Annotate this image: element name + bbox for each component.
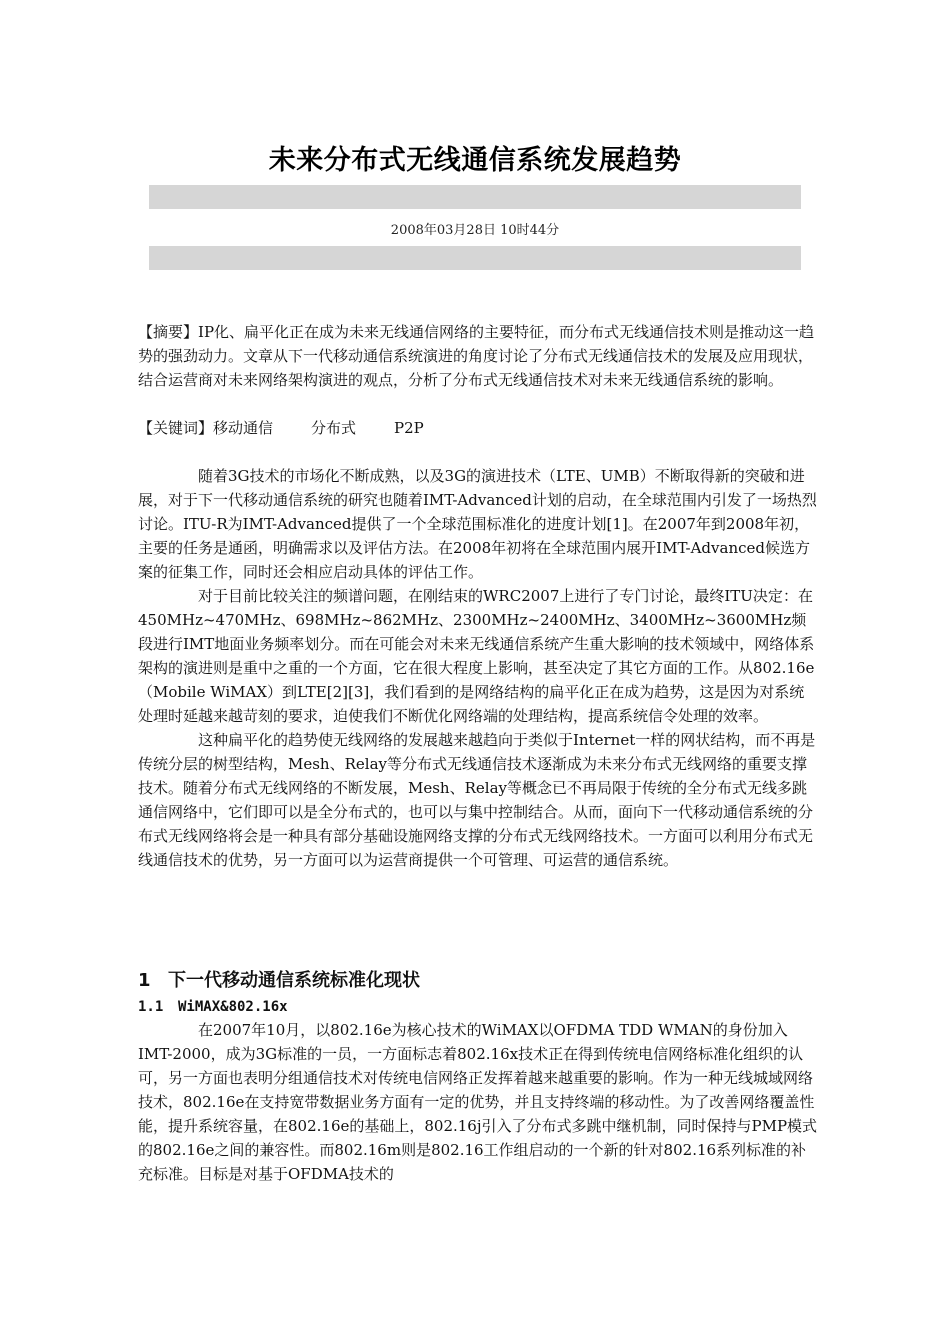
keywords-block (138, 416, 818, 440)
intro-section (138, 464, 818, 872)
keywords-label: 【关键词】 (138, 419, 214, 437)
section-heading (138, 966, 818, 996)
abstract-block (138, 320, 818, 392)
header-divider-bar (149, 185, 801, 209)
body-paragraph: 随着3G技术的市场化不断成熟，以及3G的演进技术（LTE、UMB）不断取得新的突破和进展，对于下一代移动通信系统的研究也随着IMT-Advanced计划的启动，在全球范围内引发了一场热烈讨论。ITU-R为IMT-Advanced提供了一个全球范围标准化的进度计划[1]。在2007年到2008年初，主要的任务是通函，明确需求以及评估方法。在2008年初将在全球范围内展开IMT-Advanced候选方案的征集工作，同时还会相应启动具体的评估工作。 (138, 467, 817, 581)
section-title: 下一代移动通信系统标准化现状 (168, 970, 420, 991)
keyword-item: P2P (394, 419, 424, 437)
footer-divider-bar (149, 246, 801, 270)
subsection-title: WiMAX&802.16x (178, 999, 288, 1015)
subsection-heading (138, 996, 818, 1018)
keyword-item: 分布式 (311, 419, 357, 437)
body-paragraph: 对于目前比较关注的频谱问题，在刚结束的WRC2007上进行了专门讨论，最终ITU决定：在450MHz~470MHz、698MHz~862MHz、2300MHz~2400MHz、3400MHz~3600MHz频段进行IMT地面业务频率划分。而在可能会对未来无线通信系统产生重大影响的技术领域中，网络体系架构的演进则是重中之重的一个方面，它在很大程度上影响，甚至决定了其它方面的工作。从802.16e（Mobile WiMAX）到LTE[2][3]，我们看到的是网络结构的扁平化正在成为趋势，这是因为对系统处理时延越来越苛刻的要求，迫使我们不断优化网络端的处理结构，提高系统信令处理的效率。 (138, 587, 815, 725)
keyword-item: 移动通信 (213, 419, 274, 437)
publish-date: 2008年03月28日 10时44分 (390, 223, 560, 238)
section-number: 1 (138, 970, 151, 991)
abstract-label: 【摘要】 (138, 323, 199, 341)
abstract-text: IP化、扁平化正在成为未来无线通信网络的主要特征，而分布式无线通信技术则是推动这一趋势的强劲动力。文章从下一代移动通信系统演进的角度讨论了分布式无线通信技术的发展及应用现状，结合运营商对未来网络架构演进的观点，分析了分布式无线通信技术对未来无线通信系统的影响。 (138, 323, 815, 389)
subsection-number: 1.1 (138, 999, 164, 1015)
section-1 (138, 966, 818, 1186)
body-paragraph: 这种扁平化的趋势使无线网络的发展越来越趋向于类似于Internet一样的网状结构，而不再是传统分层的树型结构，Mesh、Relay等分布式无线通信技术逐渐成为未来分布式无线网络的重要支撑技术。随着分布式无线网络的不断发展，Mesh、Relay等概念已不再局限于传统的全分布式无线多跳通信网络中，它们即可以是全分布式的，也可以与集中控制结合。从而，面向下一代移动通信系统的分布式无线网络将会是一种具有部分基础设施网络支撑的分布式无线网络技术。一方面可以利用分布式无线通信技术的优势，另一方面可以为运营商提供一个可管理、可运营的通信系统。 (138, 731, 816, 869)
body-paragraph: 在2007年10月，以802.16e为核心技术的WiMAX以OFDMA TDD WMAN的身份加入IMT-2000，成为3G标准的一员，一方面标志着802.16x技术正在得到传统电信网络标准化组织的认可，另一方面也表明分组通信技术对传统电信网络正发挥着越来越重要的影响。作为一种无线城域网络技术，802.16e在支持宽带数据业务方面有一定的优势，并且支持终端的移动性。为了改善网络覆盖性能，提升系统容量，在802.16e的基础上，802.16j引入了分布式多跳中继机制，同时保持与PMP模式的802.16e之间的兼容性。而802.16m则是802.16工作组启动的一个新的针对802.16系列标准的补充标准。目标是对基于OFDMA技术的 (138, 1021, 818, 1183)
page-title: 未来分布式无线通信系统发展趋势 (268, 145, 682, 176)
